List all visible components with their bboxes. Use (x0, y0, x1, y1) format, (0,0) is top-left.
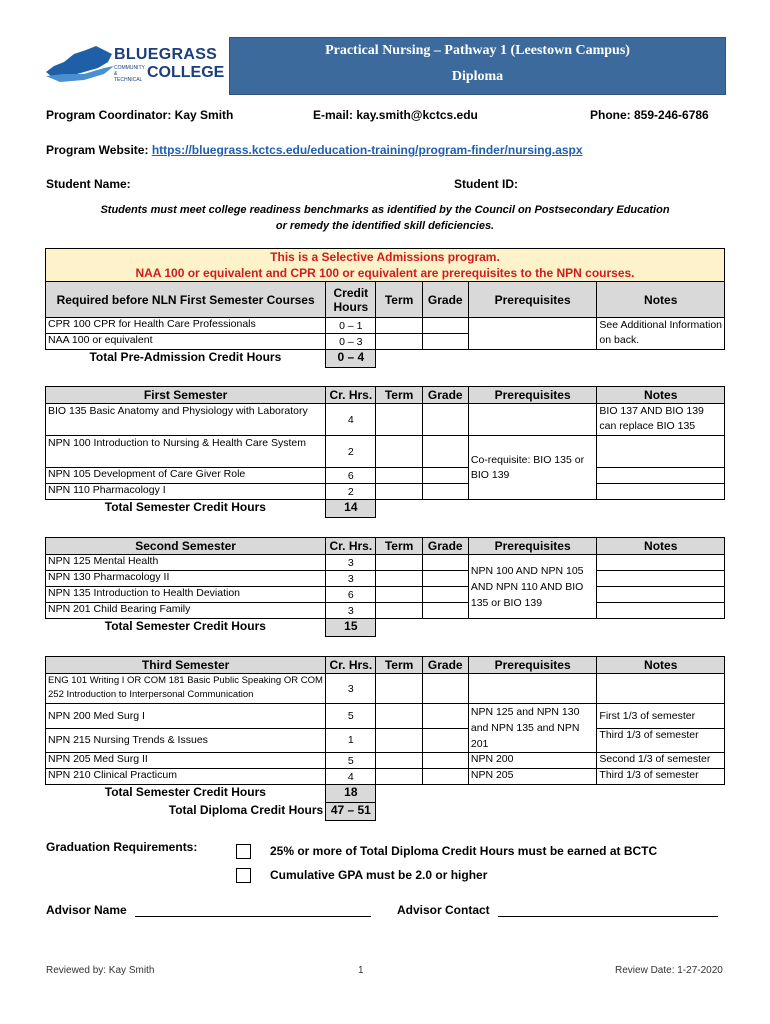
col-prereq: Prerequisites (468, 538, 597, 555)
grade-cell[interactable] (422, 318, 468, 334)
col-term: Term (376, 538, 422, 555)
table-row: NAA 100 or equivalent (46, 334, 326, 350)
advisor-name-label: Advisor Name (46, 903, 127, 917)
col-credit: Cr. Hrs. (326, 387, 376, 404)
col-credit: Credit Hours (326, 282, 376, 318)
grade-cell[interactable] (422, 603, 468, 619)
col-prereq: Prerequisites (468, 282, 597, 318)
website-link[interactable]: https://bluegrass.kctcs.edu/education-training/program-finder/nursing.aspx (151, 143, 583, 157)
table-row: NPN 100 Introduction to Nursing & Health Care System (46, 436, 326, 468)
reviewed-by: Reviewed by: Kay Smith (46, 965, 155, 976)
notes-cell (597, 674, 725, 704)
readiness-note (40, 202, 730, 234)
grade-cell[interactable] (422, 468, 468, 484)
term-cell[interactable] (376, 753, 422, 769)
readiness-line1: Students must meet college readiness benchmarks as identified by the Council on Postsecondary Education (100, 204, 670, 216)
col-grade: Grade (422, 657, 468, 674)
grade-cell[interactable] (422, 728, 468, 753)
notes-cell (597, 587, 725, 603)
grade-cell[interactable] (422, 769, 468, 785)
logo-line2: COLLEGE (147, 64, 225, 81)
total-label: Total Semester Credit Hours (104, 500, 266, 514)
student-name-label: Student Name: (46, 177, 131, 191)
requirement-1: 25% or more of Total Diploma Credit Hours must be earned at BCTC (270, 844, 658, 858)
table-row: BIO 135 Basic Anatomy and Physiology with Laboratory (46, 404, 326, 436)
col-course: Third Semester (46, 657, 326, 674)
col-notes: Notes (597, 282, 725, 318)
program-subtitle: Diploma (451, 69, 504, 84)
grade-cell[interactable] (422, 436, 468, 468)
table-row: ENG 101 Writing I OR COM 181 Basic Public Speaking OR COM 252 Introduction to Interpersonal Communication (46, 674, 326, 704)
notes-cell (597, 436, 725, 468)
prereq-cell: Co-requisite: BIO 135 or BIO 139 (468, 436, 597, 500)
table-row: NPN 215 Nursing Trends & Issues (46, 728, 326, 753)
page-number: 1 (358, 965, 364, 976)
readiness-line2: or remedy the identified skill deficiencies. (275, 220, 495, 232)
advisor-contact-label: Advisor Contact (397, 903, 490, 917)
hours-cell: 6 (326, 587, 376, 603)
notes-cell (597, 484, 725, 500)
table-row: NPN 125 Mental Health (46, 555, 326, 571)
grade-cell[interactable] (422, 704, 468, 729)
grade-cell[interactable] (422, 334, 468, 350)
col-term: Term (376, 387, 422, 404)
col-grade: Grade (422, 387, 468, 404)
diploma-total-value: 47 – 51 (326, 803, 376, 821)
coordinator-email: E-mail: kay.smith@kctcs.edu (313, 108, 478, 122)
second-semester-table (45, 537, 725, 637)
table-row: NPN 135 Introduction to Health Deviation (46, 587, 326, 603)
notes-cell: Third 1/3 of semester (597, 769, 725, 785)
col-notes: Notes (597, 387, 725, 404)
review-date: Review Date: 1-27-2020 (615, 965, 723, 976)
total-label: Total Pre-Admission Credit Hours (89, 350, 282, 364)
requirement-2: Cumulative GPA must be 2.0 or higher (270, 868, 488, 882)
selective-admissions-banner: This is a Selective Admissions program. NAA 100 or equivalent and CPR 100 or equivalent are prerequisites to the NPN courses. (46, 249, 725, 282)
notes-cell (597, 468, 725, 484)
coordinator-phone: Phone: 859-246-6786 (590, 108, 709, 122)
prereq-cell: NPN 125 and NPN 130 and NPN 135 and NPN 201 (468, 704, 597, 753)
grade-cell[interactable] (422, 571, 468, 587)
table-row: NPN 105 Development of Care Giver Role (46, 468, 326, 484)
hours-cell: 6 (326, 468, 376, 484)
notes-cell (597, 555, 725, 571)
logo-small: COMMUNITY & TECHNICAL (114, 65, 145, 83)
term-cell[interactable] (376, 484, 422, 500)
total-label: Total Semester Credit Hours (104, 785, 266, 799)
program-title: Practical Nursing – Pathway 1 (Leestown Campus) (325, 43, 630, 58)
table-row: NPN 210 Clinical Practicum (46, 769, 326, 785)
hours-cell: 3 (326, 571, 376, 587)
term-cell[interactable] (376, 728, 422, 753)
col-notes: Notes (597, 657, 725, 674)
notes-cell: Third 1/3 of semester (597, 728, 725, 753)
notes-cell: First 1/3 of semester (597, 704, 725, 729)
preadmission-table (45, 248, 725, 368)
logo-line1: BLUEGRASS (114, 46, 218, 63)
website-label: Program Website: (46, 143, 149, 157)
prereq-cell: NPN 100 AND NPN 105 AND NPN 110 AND BIO 135 or BIO 139 (468, 555, 597, 619)
col-grade: Grade (422, 538, 468, 555)
hours-cell: 1 (326, 728, 376, 753)
total-value: 18 (326, 785, 376, 803)
advisor-name-line[interactable] (135, 916, 371, 917)
col-notes: Notes (597, 538, 725, 555)
program-title-banner (229, 37, 726, 95)
term-cell[interactable] (376, 404, 422, 436)
term-cell[interactable] (376, 436, 422, 468)
hours-cell: 0 – 1 (326, 318, 376, 334)
total-value: 0 – 4 (326, 350, 376, 368)
student-id-label: Student ID: (454, 177, 518, 191)
graduation-label: Graduation Requirements: (46, 840, 198, 854)
coordinator: Program Coordinator: Kay Smith (46, 108, 234, 122)
prereq-cell (468, 674, 597, 704)
grade-cell[interactable] (422, 484, 468, 500)
prereq-cell (468, 404, 597, 436)
term-cell[interactable] (376, 468, 422, 484)
term-cell[interactable] (376, 318, 422, 334)
col-grade: Grade (422, 282, 468, 318)
hours-cell: 4 (326, 404, 376, 436)
col-prereq: Prerequisites (468, 657, 597, 674)
term-cell[interactable] (376, 571, 422, 587)
college-logo (44, 44, 225, 86)
col-term: Term (376, 657, 422, 674)
prereq-cell: NPN 200 (468, 753, 597, 769)
col-term: Term (376, 282, 422, 318)
col-credit: Cr. Hrs. (326, 538, 376, 555)
table-row: NPN 200 Med Surg I (46, 704, 326, 729)
gpa-credit-checkbox[interactable] (236, 844, 251, 859)
col-credit: Cr. Hrs. (326, 657, 376, 674)
col-prereq: Prerequisites (468, 387, 597, 404)
program-website (46, 143, 583, 157)
first-semester-table (45, 386, 725, 518)
col-course: First Semester (46, 387, 326, 404)
term-cell[interactable] (376, 704, 422, 729)
hours-cell: 4 (326, 769, 376, 785)
table-row: NPN 130 Pharmacology II (46, 571, 326, 587)
col-course: Second Semester (46, 538, 326, 555)
grade-cell[interactable] (422, 674, 468, 704)
term-cell[interactable] (376, 603, 422, 619)
prereq-cell: NPN 205 (468, 769, 597, 785)
term-cell[interactable] (376, 334, 422, 350)
table-row: NPN 205 Med Surg II (46, 753, 326, 769)
hours-cell: 2 (326, 436, 376, 468)
notes-cell (597, 603, 725, 619)
prereq-cell (468, 318, 597, 350)
hours-cell: 3 (326, 603, 376, 619)
table-row: NPN 110 Pharmacology I (46, 484, 326, 500)
hours-cell: 0 – 3 (326, 334, 376, 350)
hours-cell: 3 (326, 555, 376, 571)
grade-cell[interactable] (422, 404, 468, 436)
term-cell[interactable] (376, 555, 422, 571)
hours-cell: 5 (326, 753, 376, 769)
table-row: CPR 100 CPR for Health Care Professionals (46, 318, 326, 334)
diploma-total-label: Total Diploma Credit Hours (168, 802, 324, 817)
term-cell[interactable] (376, 769, 422, 785)
notes-cell: BIO 137 AND BIO 139 can replace BIO 135 (597, 404, 725, 436)
notes-cell (597, 571, 725, 587)
table-row: NPN 201 Child Bearing Family (46, 603, 326, 619)
total-label: Total Semester Credit Hours (104, 619, 266, 633)
hours-cell: 3 (326, 674, 376, 704)
term-cell[interactable] (376, 587, 422, 603)
total-value: 15 (326, 619, 376, 637)
total-value: 14 (326, 500, 376, 518)
kentucky-map-icon (44, 44, 116, 84)
grade-cell[interactable] (422, 555, 468, 571)
term-cell[interactable] (376, 674, 422, 704)
gpa-checkbox[interactable] (236, 868, 251, 883)
hours-cell: 2 (326, 484, 376, 500)
col-course: Required before NLN First Semester Courses (46, 282, 326, 318)
notes-cell: See Additional Information on back. (597, 318, 725, 350)
grade-cell[interactable] (422, 753, 468, 769)
third-semester-table (45, 656, 725, 821)
notes-cell: Second 1/3 of semester (597, 753, 725, 769)
advisor-contact-line[interactable] (498, 916, 718, 917)
grade-cell[interactable] (422, 587, 468, 603)
hours-cell: 5 (326, 704, 376, 729)
